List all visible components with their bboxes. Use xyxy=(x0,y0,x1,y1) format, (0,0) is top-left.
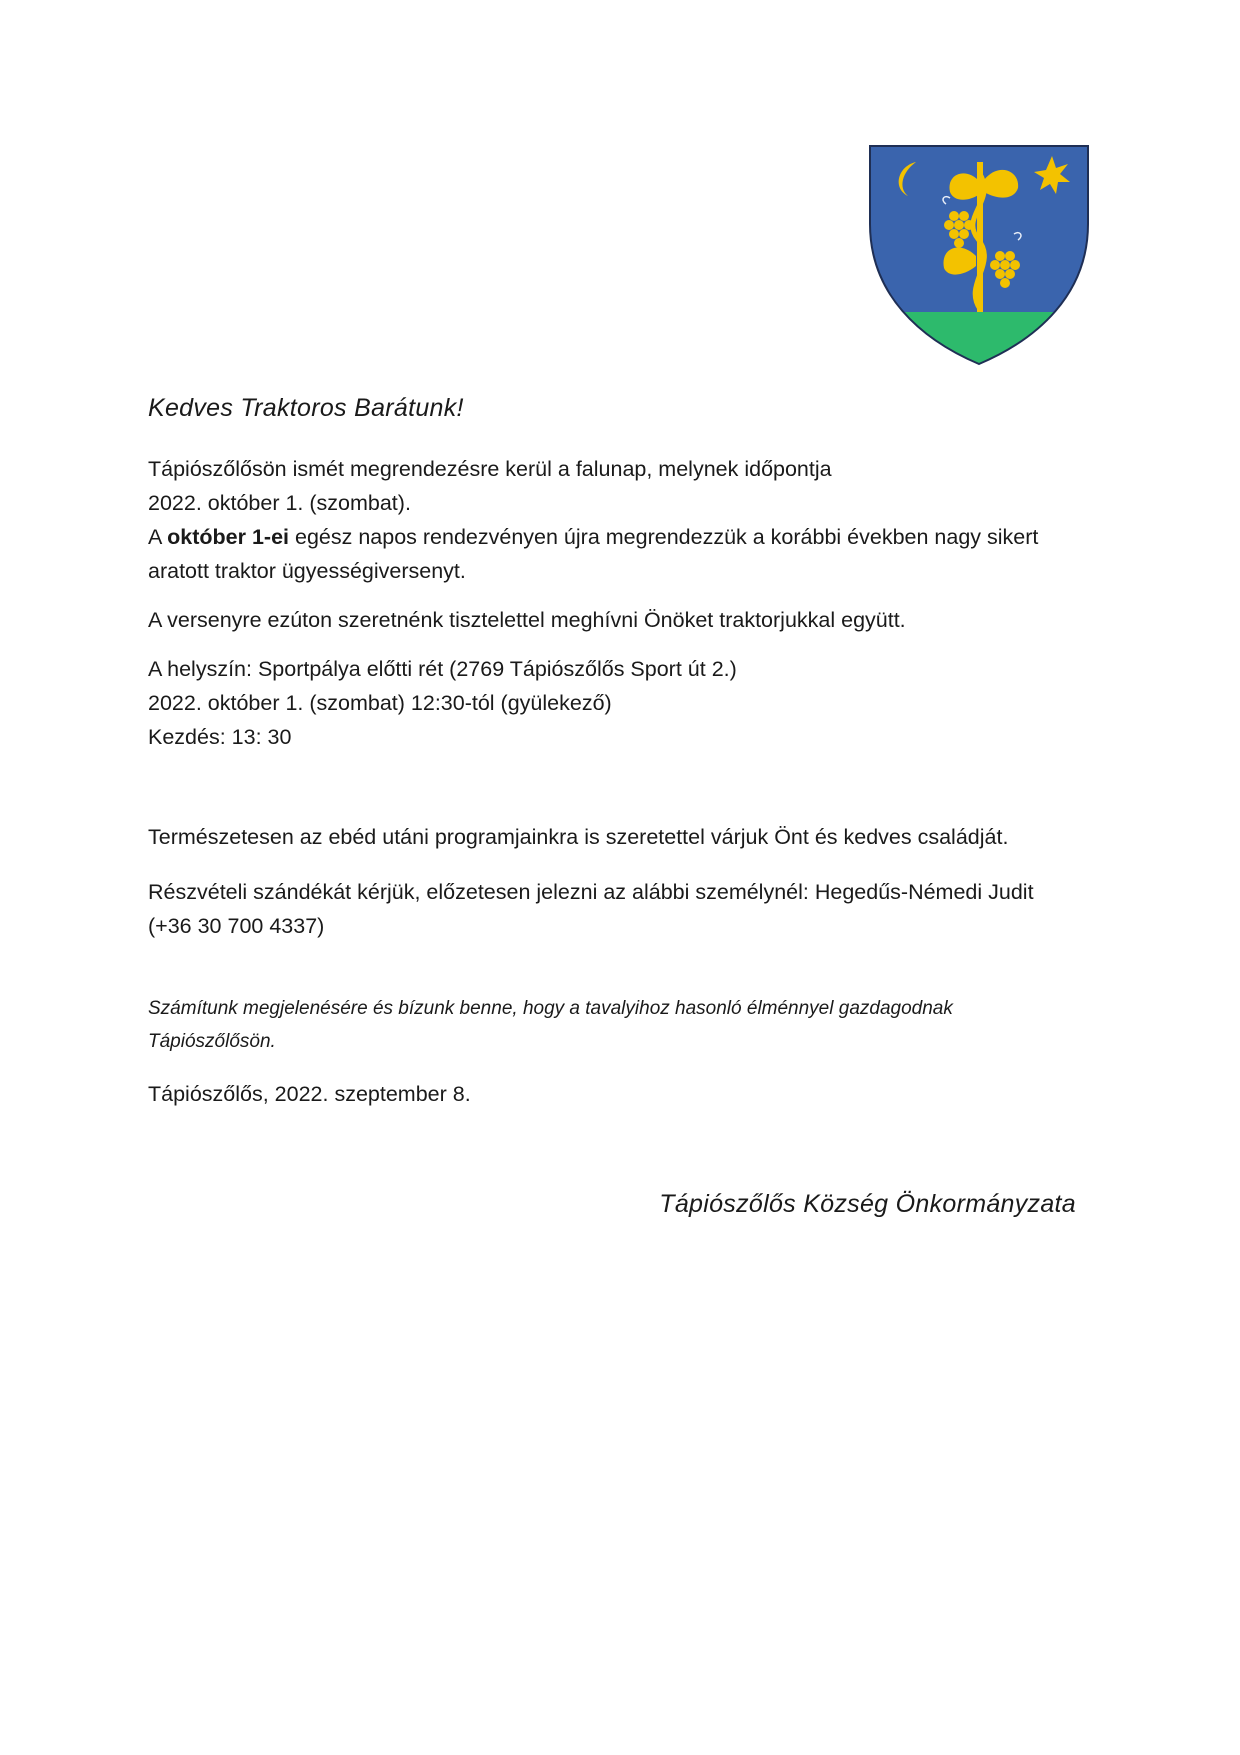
closing-line: Tápiószőlősön. xyxy=(148,1031,276,1052)
greeting: Kedves Traktoros Barátunk! xyxy=(148,394,464,422)
intro-line: 2022. október 1. (szombat). xyxy=(148,491,411,515)
coat-of-arms-icon xyxy=(868,144,1090,366)
invitation-text: A versenyre ezúton szeretnénk tisztelettel meghívni Önöket traktorjukkal együtt. xyxy=(148,608,906,632)
registration-text: Részvételi szándékát kérjük, előzetesen jelezni az alábbi személynél: Hegedűs-Némedi Judit xyxy=(148,880,1034,904)
intro-paragraph xyxy=(148,452,1098,588)
contact-phone: (+36 30 700 4337) xyxy=(148,914,325,938)
signature: Tápiószőlős Község Önkormányzata xyxy=(659,1190,1076,1218)
registration-paragraph xyxy=(148,875,1098,943)
intro-line-prefix: A xyxy=(148,525,168,549)
intro-line xyxy=(148,520,1098,554)
intro-line: Tápiószőlősön ismét megrendezésre kerül a falunap, melynek időpontja xyxy=(148,457,832,481)
invitation-paragraph xyxy=(148,603,1098,637)
intro-line: aratott traktor ügyességiversenyt. xyxy=(148,559,466,583)
intro-line-rest: egész napos rendezvényen újra megrendezzük a korábbi években nagy sikert xyxy=(289,525,1039,549)
afternoon-text: Természetesen az ebéd utáni programjainkra is szeretettel várjuk Önt és kedves családját. xyxy=(148,825,1009,849)
start-time: Kezdés: 13: 30 xyxy=(148,725,292,749)
location-paragraph xyxy=(148,652,1098,754)
place-date-text: Tápiószőlős, 2022. szeptember 8. xyxy=(148,1082,471,1106)
gathering-time: 2022. október 1. (szombat) 12:30-tól (gyülekező) xyxy=(148,691,612,715)
event-date-bold: október 1-ei xyxy=(167,525,290,549)
location-line: A helyszín: Sportpálya előtti rét (2769 Tápiószőlős Sport út 2.) xyxy=(148,657,737,681)
closing-line: Számítunk megjelenésére és bízunk benne, hogy a tavalyihoz hasonló élménnyel gazdagodnak xyxy=(148,998,953,1019)
afternoon-paragraph xyxy=(148,820,1098,854)
closing-paragraph xyxy=(148,992,1098,1058)
shield-ground xyxy=(868,312,1090,366)
place-date xyxy=(148,1077,1098,1111)
